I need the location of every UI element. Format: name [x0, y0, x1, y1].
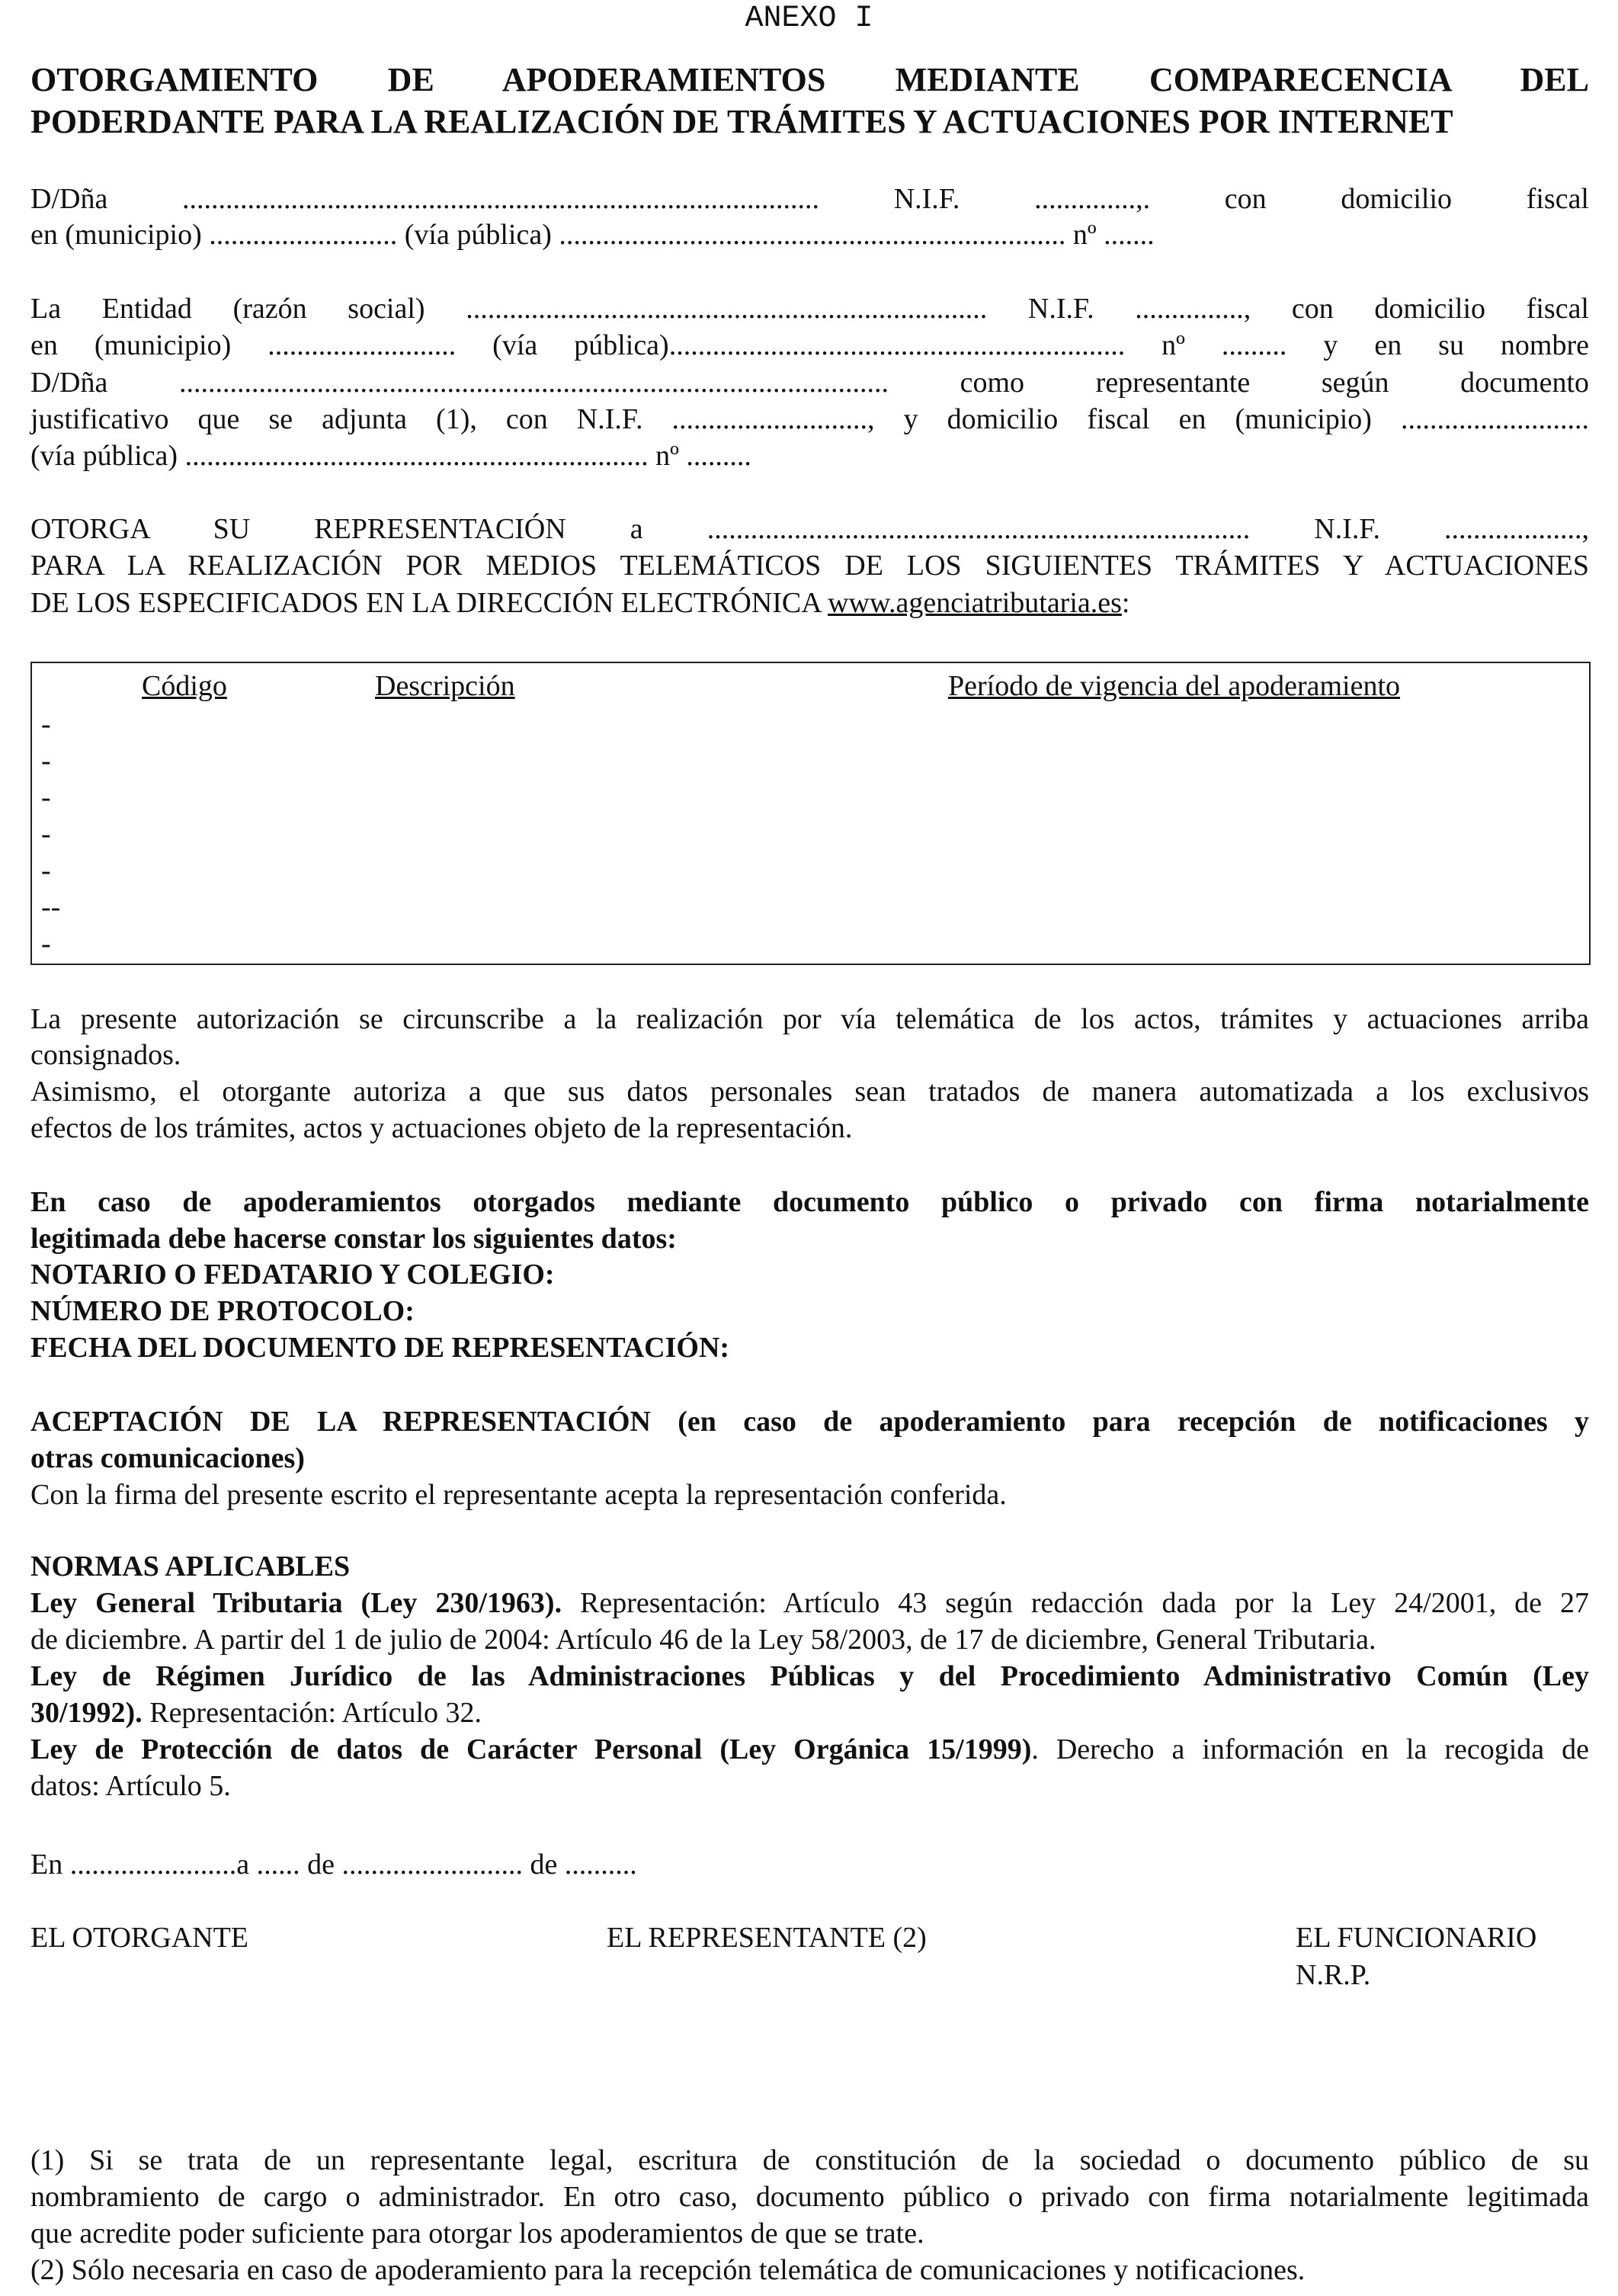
footnote-1-line2: nombramiento de cargo o administrador. En otro caso, documento público o privado con firma notarialmente legitimada [30, 2181, 1589, 2213]
aceptacion-line2: otras comunicaciones) [30, 1442, 305, 1474]
apoderamientos-line1: En caso de apoderamientos otorgados mediante documento público o privado con firma notarialmente [30, 1186, 1589, 1218]
table-row: - [41, 708, 51, 740]
fecha-documento-label: FECHA DEL DOCUMENTO DE REPRESENTACIÓN: [30, 1332, 730, 1364]
autorizacion-line1: La presente autorización se circunscribe a la realización por vía telemática de los actos, trámites y actuaciones arriba [30, 1003, 1589, 1035]
entidad-line1: La Entidad (razón social) ........................................................................ N.I.F. ..............., con domicilio fiscal [30, 293, 1589, 325]
autorizacion-line2: consignados. [30, 1039, 181, 1071]
table-row: - [41, 928, 51, 960]
footnote-2: (2) Sólo necesaria en caso de apoderamiento para la recepción telemática de comunicaciones y notificaciones. [30, 2254, 1306, 2286]
normas-lgt-line2: de diciembre. A partir del 1 de julio de 2004: Artículo 46 de la Ley 58/2003, de 17 de diciembre, General Tributaria. [30, 1624, 1376, 1656]
signature-funcionario-label: EL FUNCIONARIO [1296, 1922, 1537, 1954]
signature-representante-label: EL REPRESENTANTE (2) [607, 1922, 927, 1954]
table-header-descripcion: Descripción [375, 670, 515, 702]
autorizacion-line4: efectos de los trámites, actos y actuaciones objeto de la representación. [30, 1112, 853, 1144]
protocolo-label: NÚMERO DE PROTOCOLO: [30, 1295, 415, 1327]
otorga-line3-text: DE LOS ESPECIFICADOS EN LA DIRECCIÓN ELECTRÓNICA [30, 587, 828, 619]
normas-regimen-line2 [30, 1696, 482, 1730]
footnote-1-line1: (1) Si se trata de un representante legal, escritura de constitución de la sociedad o documento público de su [30, 2144, 1589, 2176]
normas-lopd-line2: datos: Artículo 5. [30, 1770, 231, 1802]
normas-lgt-text: Representación: Artículo 43 según redacción dada por la Ley 24/2001, de 27 [562, 1587, 1589, 1619]
normas-lopd-text: . Derecho a información en la recogida de [1031, 1733, 1590, 1765]
aceptacion-line1: ACEPTACIÓN DE LA REPRESENTACIÓN (en caso de apoderamiento para recepción de notificaciones y [30, 1406, 1589, 1438]
normas-lopd-line [30, 1733, 1589, 1766]
normas-lgt-line [30, 1586, 1589, 1620]
agencia-url-link[interactable]: www.agenciatributaria.es [828, 587, 1122, 619]
aceptacion-line3: Con la firma del presente escrito el representante acepta la representación conferida. [30, 1479, 1007, 1511]
document-title-line2: PODERDANTE PARA LA REALIZACIÓN DE TRÁMITES Y ACTUACIONES POR INTERNET [30, 103, 1453, 140]
lugar-fecha-line: En .......................a ...... de ......................... de .......... [30, 1849, 637, 1881]
table-header-periodo: Período de vigencia del apoderamiento [948, 670, 1401, 702]
poderdante-line2: en (municipio) .......................... (vía pública) ...................................................................... nº ....... [30, 219, 1155, 251]
normas-regimen-line: Ley de Régimen Jurídico de las Administraciones Públicas y del Procedimiento Administrativo Común (Ley [30, 1660, 1589, 1692]
poderdante-line1: D/Dña ........................................................................................ N.I.F. ..............,. con domicilio fiscal [30, 183, 1589, 215]
tramites-table [30, 662, 1591, 965]
table-header-codigo: Código [142, 670, 227, 702]
table-row: -- [41, 891, 61, 923]
autorizacion-line3: Asimismo, el otorgante autoriza a que sus datos personales sean tratados de manera automatizada a los exclusivos [30, 1076, 1589, 1108]
footnote-1-line3: que acredite poder suficiente para otorgar los apoderamientos de que se trate. [30, 2217, 924, 2250]
table-row: - [41, 818, 51, 850]
normas-regimen-text: Representación: Artículo 32. [142, 1697, 482, 1729]
otorga-line2: PARA LA REALIZACIÓN POR MEDIOS TELEMÁTICOS DE LOS SIGUIENTES TRÁMITES Y ACTUACIONES [30, 550, 1589, 582]
table-row: - [41, 781, 51, 813]
nrp-label: N.R.P. [1296, 1959, 1371, 1991]
document-title-line1: OTORGAMIENTO DE APODERAMIENTOS MEDIANTE COMPARECENCIA DEL [30, 61, 1589, 98]
normas-heading: NORMAS APLICABLES [30, 1550, 351, 1583]
annex-label: ANEXO I [745, 2, 873, 36]
entidad-line2: en (municipio) .......................... (vía pública)............................................................... nº ......... y en su nombre [30, 329, 1589, 361]
normas-lgt-title: Ley General Tributaria (Ley 230/1963). [30, 1587, 562, 1619]
table-row: - [41, 855, 51, 887]
notario-label: NOTARIO O FEDATARIO Y COLEGIO: [30, 1259, 555, 1291]
normas-regimen-ref: 30/1992). [30, 1697, 143, 1729]
entidad-line3: D/Dña .................................................................................................. como representante según documento [30, 367, 1589, 399]
normas-lopd-title: Ley de Protección de datos de Carácter Personal (Ley Orgánica 15/1999) [30, 1733, 1032, 1765]
apoderamientos-line2: legitimada debe hacerse constar los siguientes datos: [30, 1223, 677, 1255]
entidad-line5: (vía pública) ................................................................ nº ......... [30, 440, 751, 472]
otorga-line3-colon: : [1121, 587, 1130, 619]
otorga-line1: OTORGA SU REPRESENTACIÓN a ........................................................................... N.I.F. ..................., [30, 513, 1589, 545]
entidad-line4: justificativo que se adjunta (1), con N.I.F. ..........................., y domicilio fiscal en (municipio) .......................... [30, 403, 1589, 435]
table-row: - [41, 745, 51, 777]
signature-otorgante-label: EL OTORGANTE [30, 1922, 249, 1954]
otorga-line3 [30, 586, 1129, 620]
